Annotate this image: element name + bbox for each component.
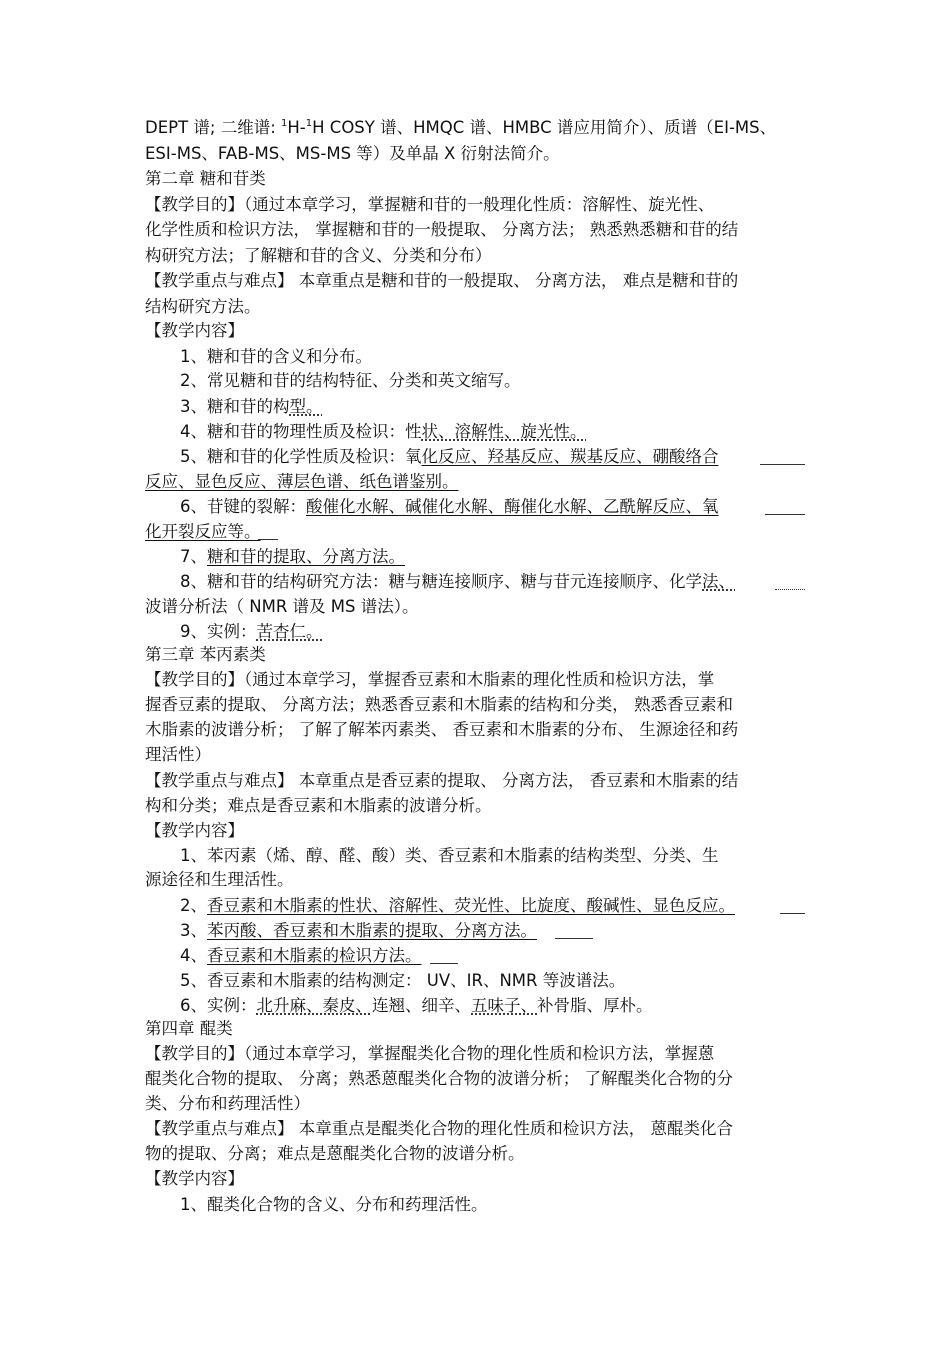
text-line: 【教学目的】（通过本章学习，掌握香豆素和木脂素的理化性质和检识方法，掌: [145, 670, 715, 689]
chapter-heading: 第二章 糖和苷类: [145, 169, 266, 188]
list-item: 2、香豆素和木脂素的性状、溶解性、荧光性、比旋度、酸碱性、显色反应。: [180, 896, 735, 915]
underline-rule: [555, 938, 593, 939]
underline-rule: [760, 464, 805, 465]
text-line: 理活性）: [145, 745, 211, 764]
text-line: 木脂素的波谱分析； 了解了解苯丙素类、 香豆素和木脂素的分布、 生源途径和药: [145, 720, 739, 739]
list-item: 3、苯丙酸、香豆素和木脂素的提取、分离方法。: [180, 921, 537, 940]
text-line: 结构研究方法。: [145, 297, 261, 316]
list-item-continuation: 反应、显色反应、薄层色谱、纸色谱鉴别。: [145, 472, 459, 491]
section-label: 【教学内容】: [145, 1169, 244, 1188]
text-line: 类、分布和药理活性）: [145, 1094, 310, 1113]
text-line: 【教学重点与难点】 本章重点是醌类化合物的理化性质和检识方法， 蒽醌类化合: [145, 1119, 733, 1138]
underline-rule: [765, 514, 805, 515]
section-label: 【教学内容】: [145, 321, 244, 340]
text-line: ESI-MS、FAB-MS、MS-MS 等）及单晶 X 衍射法简介。: [145, 144, 560, 163]
text-line: 【教学目的】（通过本章学习，掌握醌类化合物的理化性质和检识方法，掌握蒽: [145, 1044, 715, 1063]
underline-rule: [775, 589, 805, 590]
list-item: 2、常见糖和苷的结构特征、分类和英文缩写。: [180, 371, 521, 390]
list-item: 4、香豆素和木脂素的检识方法。: [180, 946, 422, 965]
list-item: 5、糖和苷的化学性质及检识：氧化反应、羟基反应、羰基反应、硼酸络合: [180, 447, 719, 466]
list-item: 1、糖和苷的含义和分布。: [180, 347, 372, 366]
underline-rule: [430, 963, 458, 964]
list-item: 9、实例：苦杏仁。: [180, 622, 323, 641]
list-item: 6、实例：北升麻、秦皮、连翘、细辛、五味子、补骨脂、厚朴。: [180, 996, 653, 1015]
text-line: 物的提取、分离；难点是蒽醌类化合物的波谱分析。: [145, 1144, 525, 1163]
chapter-heading: 第四章 醌类: [145, 1019, 233, 1038]
list-item: 3、糖和苷的构型。: [180, 397, 323, 416]
list-item: 1、醌类化合物的含义、分布和药理活性。: [180, 1195, 488, 1214]
list-item: 1、苯丙素（烯、醇、醛、酸）类、香豆素和木脂素的结构类型、分类、生: [180, 846, 719, 865]
text-line: 【教学重点与难点】 本章重点是糖和苷的一般提取、 分离方法， 难点是糖和苷的: [145, 271, 739, 290]
text-line: DEPT 谱; 二维谱: $^1$H-$^1$H COSY 谱、HMQC 谱、HMBC 谱应用简介）、质谱（EI-MS、: [145, 118, 777, 137]
section-label: 【教学内容】: [145, 821, 244, 840]
list-item: 5、香豆素和木脂素的结构测定： UV、IR、NMR 等波谱法。: [180, 971, 626, 990]
list-item: 4、糖和苷的物理性质及检识：性状、溶解性、旋光性。: [180, 422, 587, 441]
text-line: 构和分类；难点是香豆素和木脂素的波谱分析。: [145, 796, 492, 815]
underline-rule: [780, 913, 805, 914]
underline-rule: [258, 539, 278, 540]
chapter-heading: 第三章 苯丙素类: [145, 645, 266, 664]
list-item-continuation: 化开裂反应等。: [145, 522, 261, 541]
text-line: 化学性质和检识方法， 掌握糖和苷的一般提取、 分离方法； 熟悉熟悉糖和苷的结: [145, 220, 739, 239]
text-line: 【教学重点与难点】 本章重点是香豆素的提取、 分离方法， 香豆素和木脂素的结: [145, 771, 739, 790]
list-item: 6、苷键的裂解：酸催化水解、碱催化水解、酶催化水解、乙酰解反应、氧: [180, 497, 719, 516]
list-item: 7、糖和苷的提取、分离方法。: [180, 547, 405, 566]
text-line: 构研究方法；了解糖和苷的含义、分类和分布）: [145, 246, 492, 265]
list-item-continuation: 波谱分析法（ NMR 谱及 MS 谱法）。: [145, 597, 419, 616]
text-line: 握香豆素的提取、 分离方法；熟悉香豆素和木脂素的结构和分类， 熟悉香豆素和: [145, 695, 733, 714]
list-item: 8、糖和苷的结构研究方法：糖与糖连接顺序、糖与苷元连接顺序、化学法、: [180, 572, 735, 591]
text-line: 醌类化合物的提取、 分离；熟悉蒽醌类化合物的波谱分析； 了解醌类化合物的分: [145, 1069, 733, 1088]
list-item-continuation: 源途径和生理活性。: [145, 870, 294, 889]
text-line: 【教学目的】（通过本章学习，掌握糖和苷的一般理化性质：溶解性、旋光性、: [145, 195, 715, 214]
